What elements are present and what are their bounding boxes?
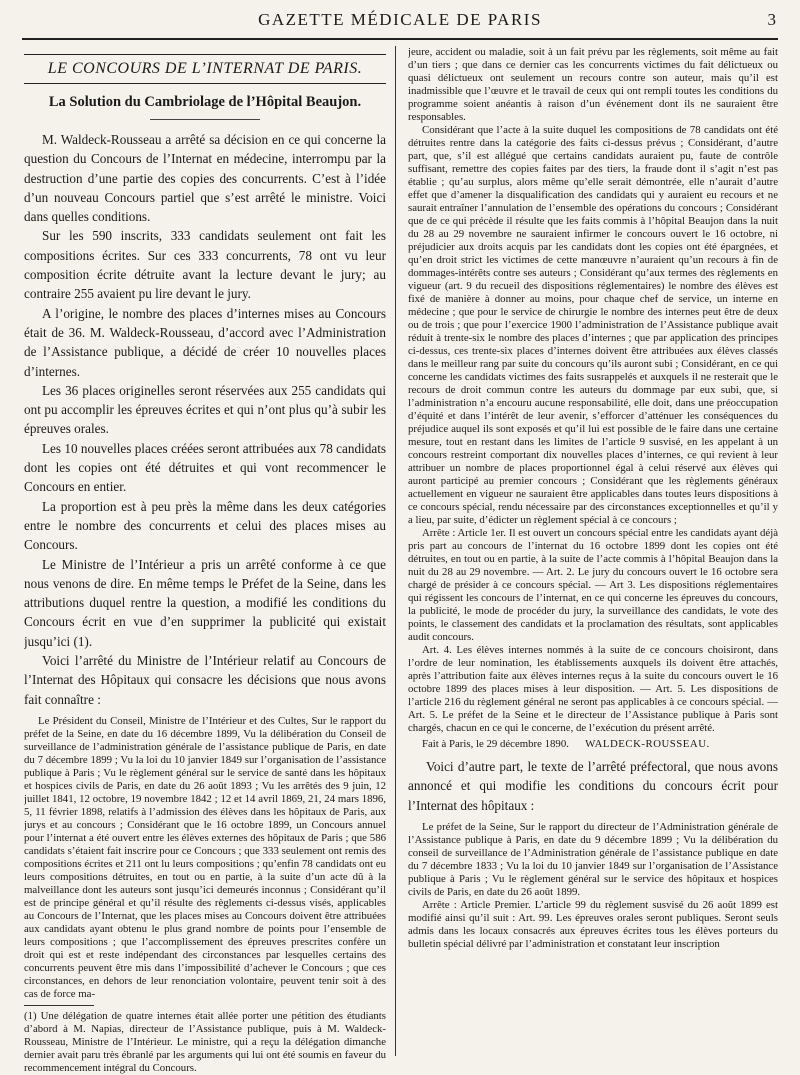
paragraph: Le Ministre de l’Intérieur a pris un arrêté conforme à ce que nous venons de dire. En même temps le Préfet de la Seine, dans les attributions duquel rentre la question, a modifié les conditions du Concours écrit en vue d’en supprimer la publicité qui existait jusqu’ici (1). xyxy=(24,556,386,649)
paragraph: Le préfet de la Seine, Sur le rapport du directeur de l’Administration générale de l’Assistance publique à Paris, en date du 9 décembre 1899 ; Vu la délibération du conseil de surveillance de l’Administration générale de l’assistance publique en date du 7 décembre 1833 ; Vu la loi du 10 janvier 1849 sur l’organisation de l’Assistance publique à Paris ; Vu le règlement général sur le service des hôpitaux et hospices civils de Paris, en date du 26 août 1899. xyxy=(408,820,778,898)
paragraph: Considérant que l’acte à la suite duquel les compositions de 78 candidats ont été détruites rentre dans la catégorie des faits ci-dessus prévus ; Considérant, d’autre part, que, s’il est allégué que certains candidats auraient pu, faute de contrôle suffisant, remettre des copies faites par des tiers, la fraude dont il s’agit n’est pas établie ; qu’au surplus, alors même qu’elle serait démontrée, elle n’aurait d’autre effet que d’amener la disqualification des candidats qui y auraient eu recours et ne saurait entraîner l’annulation de l’ensemble des opérations du concours ; Considérant que de ce qui précède il résulte que les faits commis à l’hôpital Beaujon dans la nuit du 28 au 29 novembre ne sauraient infirmer le concours ouvert le 16 octobre, ni préjudicier aux droits acquis par les candidats dont les copies ont été épargnées, et qu’en droit strict les victimes de cette manœuvre n’auraient qu’un recours à fin de dommages-intérêts contre ses auteurs ; Considérant qu’aux termes des règlements en vigueur (art. 9 du recueil des dispositions réglementaires) le nombre des élèves est fixé de manière à donner au moins, pour chaque chef de service, un interne en médecine ; que pour le service de chirurgie le nombre des internes peut être de deux ou de trois ; que pour l’exercice 1900 l’administration de l’Assistance publique avait réduit à trente-six le nombre des places d’internes ; que par application des principes ci-dessus, ces trente-six places d’internes doivent être attribuées aux élèves classés dans le meilleur rang par suite du concours qu’ils auront subi ; Considérant, en ce qui concerne les candidats victimes des faits susrappelés et auxquels il ne resterait que le recours de droit commun contre les auteurs du dommage par eux subi, que, si l’administration n’a encouru aucune responsabilité, elle doit, dans une préoccupation d’équité et dans l’intérêt de leur avenir, s’efforcer d’atténuer les conséquences du préjudice auquel ils sont exposés et qu’il lui est possible de le faire dans une certaine mesure, tout en restant dans les limites de l’article 9 susvisé, en les appelant à un concours restreint comportant dix nouvelles places d’internes, ce qui revient à leur attribuer un nombre de places proportionnel égal à celui réservé aux élèves qui auront participé au premier concours ; Considérant que les règlements généraux actuellement en vigueur ne sauraient être applicables dans toutes leurs dispositions à ce concours spécial, rendu nécessaire par des circonstances exceptionnelles et qu’il y a lieu, par suite, d’édicter un règlement spécial à ce concours ; xyxy=(408,124,778,526)
paragraph: Voici d’autre part, le texte de l’arrêté préfectoral, que nous avons annoncé et qui modifie les conditions du concours écrit pour l’Internat des hôpitaux : xyxy=(408,759,778,813)
section-title: LE CONCOURS DE L’INTERNAT DE PARIS. xyxy=(24,54,386,84)
paragraph: Le Président du Conseil, Ministre de l’Intérieur et des Cultes, Sur le rapport du préfet de la Seine, en date du 16 décembre 1899, Vu la délibération du Conseil de surveillance de l’administration générale de l’assistance publique de Paris, en date du 7 décembre 1899 ; Vu la loi du 10 janvier 1849 sur l’organisation de l’assistance publique à Paris ; Vu le règlement général sur le service de santé dans les hôpitaux et hospices civils de Paris, en date du 26 août 1893 ; Vu les arrêtés des 9 juin, 12 juillet 1841, 12 octobre, 19 novembre 1842 ; 12 et 14 avril 1869, 21, 24 mars 1896, 5, 11 février 1898, relatifs à l’admission des élèves dans les hôpitaux de Paris, aux jurys et au concours ; Considérant que le 16 octobre 1899, un Concours annuel pour l’internat a été ouvert entre les élèves externes des hôpitaux de Paris ; que 586 candidats s’étaient fait inscrire pour ce Concours ; que 333 seulement ont remis des compositions écrites et 211 ont lu leurs compositions ; qu’enfin 78 candidats ont eu leurs compositions détruites, en tout ou en partie, à la suite d’un acte dû à la malveillance dont les auteurs sont jusqu’ici demeurés inconnus ; Considérant qu’il est de principe général et qu’il résulte des règlements ci-dessus visés, applicables au Concours de l’Internat, que les places mises au Concours doivent être attribuées aux candidats ayant obtenu le plus grand nombre de points pour l’ensemble de leurs compositions ; que l’accomplissement des épreuves prescrites confère un droit qui est et reste indépendant des circonstances par lesquelles certains des concurrents peuvent être mis dans l’impossibilité d’achever le Concours ; que ces circonstances, en dehors de leur renonciation volontaire, peuvent tenir soit à des cas de force ma- xyxy=(24,714,386,1000)
paragraph: Arrête : Article Premier. L’article 99 du règlement susvisé du 26 août 1899 est modifié ainsi qu’il suit : Art. 99. Les épreuves orales seront publiques. Seront seuls admis dans les locaux consacrés aux épreuves écrites tous les élèves porteurs du bulletin spécial délivré par l’administration et constatant leur inscription xyxy=(408,898,778,950)
decree-text xyxy=(24,715,386,1001)
prefectoral-decree xyxy=(408,821,778,951)
signature-line xyxy=(408,737,778,751)
signed-date: Fait à Paris, le 29 décembre 1890. xyxy=(422,738,569,750)
prefectoral-intro xyxy=(408,757,778,815)
footnote-divider xyxy=(24,1005,94,1006)
footnote-text: (1) Une délégation de quatre internes était allée porter une pétition des étudiants d’abord à M. Napias, directeur de l’Assistance publique, puis à M. Waldeck-Rousseau, Ministre de l’Intérieur. Le ministre, qui a reçu la délégation dimanche dernier avait paru très ébranlé par les arguments qui lui ont été soumis en faveur du recommencement intégral du Concours. xyxy=(24,1009,386,1074)
paragraph: Arrête : Article 1er. Il est ouvert un concours spécial entre les candidats ayant déjà pris part au concours de l’internat du 16 octobre 1899 dont les copies ont été détruites, en tout ou en partie, à la suite de l’acte commis à l’hôpital Beaujon dans la nuit du 28 au 29 novembre. — Art. 2. Le jury du concours ouvert le 16 octobre sera chargé de présider à ce concours spécial. — Art 3. Les dispositions réglementaires qui régissent les concours de l’internat, en ce qui concerne les épreuves du concours, la publicité, le mode de procéder du jury, la surveillance des candidats, le vote des points, le classement des candidats et la proclamation des résultats, sont applicables audit concours. xyxy=(408,527,778,643)
paragraph: M. Waldeck-Rousseau a arrêté sa décision en ce qui concerne la question du Concours de l’Internat en médecine, interrompu par la destruction d’une partie des copies des concurrents. C’est à l’idée d’un nouveau Concours partiel que s’est arrêté le ministre. Voici dans quelles conditions. xyxy=(24,132,386,225)
paragraph: Sur les 590 inscrits, 333 candidats seulement ont fait les compositions écrites. Sur ces 333 concurrents, 78 ont vu leur composition écrite détruite avant la lecture devant le jury; au contraire 255 avaient pu lire devant le jury. xyxy=(24,228,386,302)
paragraph: Art. 4. Les élèves internes nommés à la suite de ce concours choisiront, dans l’ordre de leur nomination, les établissements auxquels ils doivent être attachés, après l’attribution faite aux élèves internes reçus à la suite du concours ouvert le 16 octobre 1899 des places mises à leur disposition. — Art. 5. Les dispositions de l’article 216 du règlement général ne seront pas applicables à ce concours spécial. — Art. 5. Le préfet de la Seine et le directeur de l’Assistance publique à Paris sont chargés, chacun en ce qui le concerne, de l’exécution du présent arrêté. xyxy=(408,644,778,734)
paragraph: jeure, accident ou maladie, soit à un fait prévu par les règlements, soit même au fait d’un tiers ; que dans ce dernier cas les concurrents victimes du fait délictueux ou quasi délictueux ont seulement un recours contre son auteur, mais qu’il est inadmissible que l’œuvre et le travail de ceux qui ont rempli toutes les conditions du programme soient anéantis à raison d’un événement dont ils ne sauraient être responsables. xyxy=(408,46,778,123)
article-subtitle: La Solution du Cambriolage de l’Hôpital Beaujon. xyxy=(24,94,386,120)
footnote xyxy=(24,1010,386,1075)
paragraph: A l’origine, le nombre des places d’internes mises au Concours était de 36. M. Waldeck-Rousseau, d’accord avec l’Administration de l’Assistance publique, a décidé de créer 10 nouvelles places d’internes. xyxy=(24,305,386,379)
article-body xyxy=(24,130,386,709)
page-header xyxy=(22,8,778,40)
right-column xyxy=(408,46,778,951)
paragraph: Les 10 nouvelles places créées seront attribuées aux 78 candidats dont les copies ont été détruites et qui vont recommencer le Concours en entier. xyxy=(24,440,386,495)
paragraph: La proportion est à peu près la même dans les deux catégories entre le nombre des concurrents et celui des places mises au Concours. xyxy=(24,498,386,553)
signature: WALDECK-ROUSSEAU. xyxy=(585,738,710,750)
page-number: 3 xyxy=(767,10,776,29)
column-divider xyxy=(395,46,396,1056)
journal-title: GAZETTE MÉDICALE DE PARIS xyxy=(258,10,542,29)
paragraph: Les 36 places originelles seront réservées aux 255 candidats qui ont pu accomplir les épreuves écrites et qui n’ont plus qu’à subir les épreuves orales. xyxy=(24,382,386,437)
left-column xyxy=(24,46,386,1075)
decree-continuation xyxy=(408,46,778,735)
paragraph: Voici l’arrêté du Ministre de l’Intérieur relatif au Concours de l’Internat des Hôpitaux qui consacre les décisions que nous avons fait connaître : xyxy=(24,653,386,707)
